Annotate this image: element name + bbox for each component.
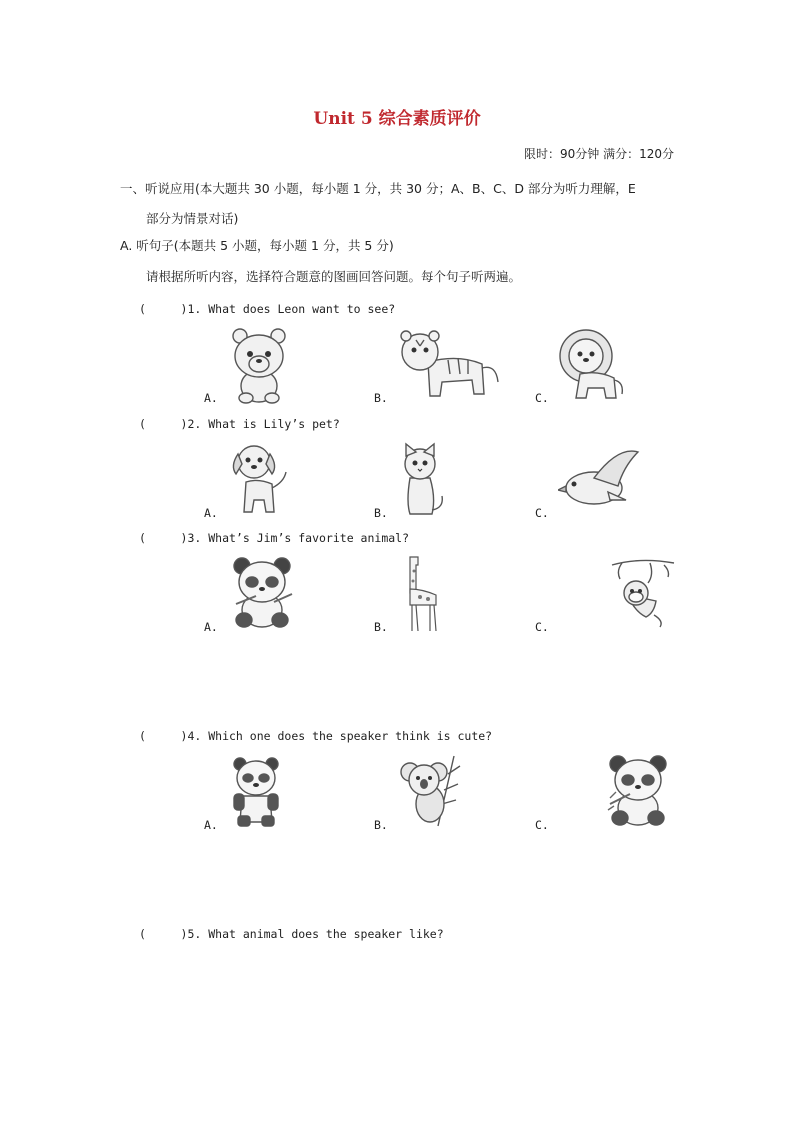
page-title: Unit 5 综合素质评价 (313, 109, 481, 129)
part-a-heading: A. 听句子(本题共 5 小题，每小题 1 分，共 5 分) (120, 238, 394, 253)
giraffe-image (402, 553, 442, 633)
question-2: ( )2. What is Lily’s pet? (139, 417, 340, 431)
q2-option-b[interactable]: B. (374, 506, 388, 520)
q4-option-b[interactable]: B. (374, 818, 388, 832)
question-3: ( )3. What’s Jim’s favorite animal? (139, 531, 410, 545)
q4-option-a[interactable]: A. (204, 818, 218, 832)
q3-option-b[interactable]: B. (374, 620, 388, 634)
dog-image (228, 442, 292, 518)
q1-option-b[interactable]: B. (374, 391, 388, 405)
part-a-instruction: 请根据所听内容，选择符合题意的图画回答问题。每个句子听两遍。 (146, 269, 522, 284)
tiger-image (398, 328, 502, 402)
question-5: ( )5. What animal does the speaker like? (139, 927, 444, 941)
koala-image (398, 754, 466, 828)
q3-option-c[interactable]: C. (535, 620, 549, 634)
monkey-image (610, 555, 676, 631)
time-limit-info: 限时：90分钟 满分：120分 (524, 147, 674, 161)
lion-image (558, 328, 628, 402)
question-1: ( )1. What does Leon want to see? (139, 302, 396, 316)
bear-cub-image (228, 326, 290, 404)
q1-option-c[interactable]: C. (535, 391, 549, 405)
section-1-heading (120, 174, 680, 234)
q2-option-c[interactable]: C. (535, 506, 549, 520)
section-1-line2: 部分为情景对话) (146, 211, 239, 226)
panda-bamboo-image (606, 754, 670, 828)
bird-image (558, 442, 640, 512)
question-4: ( )4. Which one does the speaker think is cute? (139, 729, 493, 743)
q2-option-a[interactable]: A. (204, 506, 218, 520)
q4-option-c[interactable]: C. (535, 818, 549, 832)
panda-standing-image (230, 756, 282, 828)
q1-option-a[interactable]: A. (204, 391, 218, 405)
cat-image (396, 442, 450, 518)
panda-image (230, 556, 294, 630)
q3-option-a[interactable]: A. (204, 620, 218, 634)
section-1-line1: 一、听说应用(本大题共 30 小题，每小题 1 分，共 30 分；A、B、C、D 部分为听力理解，E (120, 181, 636, 196)
